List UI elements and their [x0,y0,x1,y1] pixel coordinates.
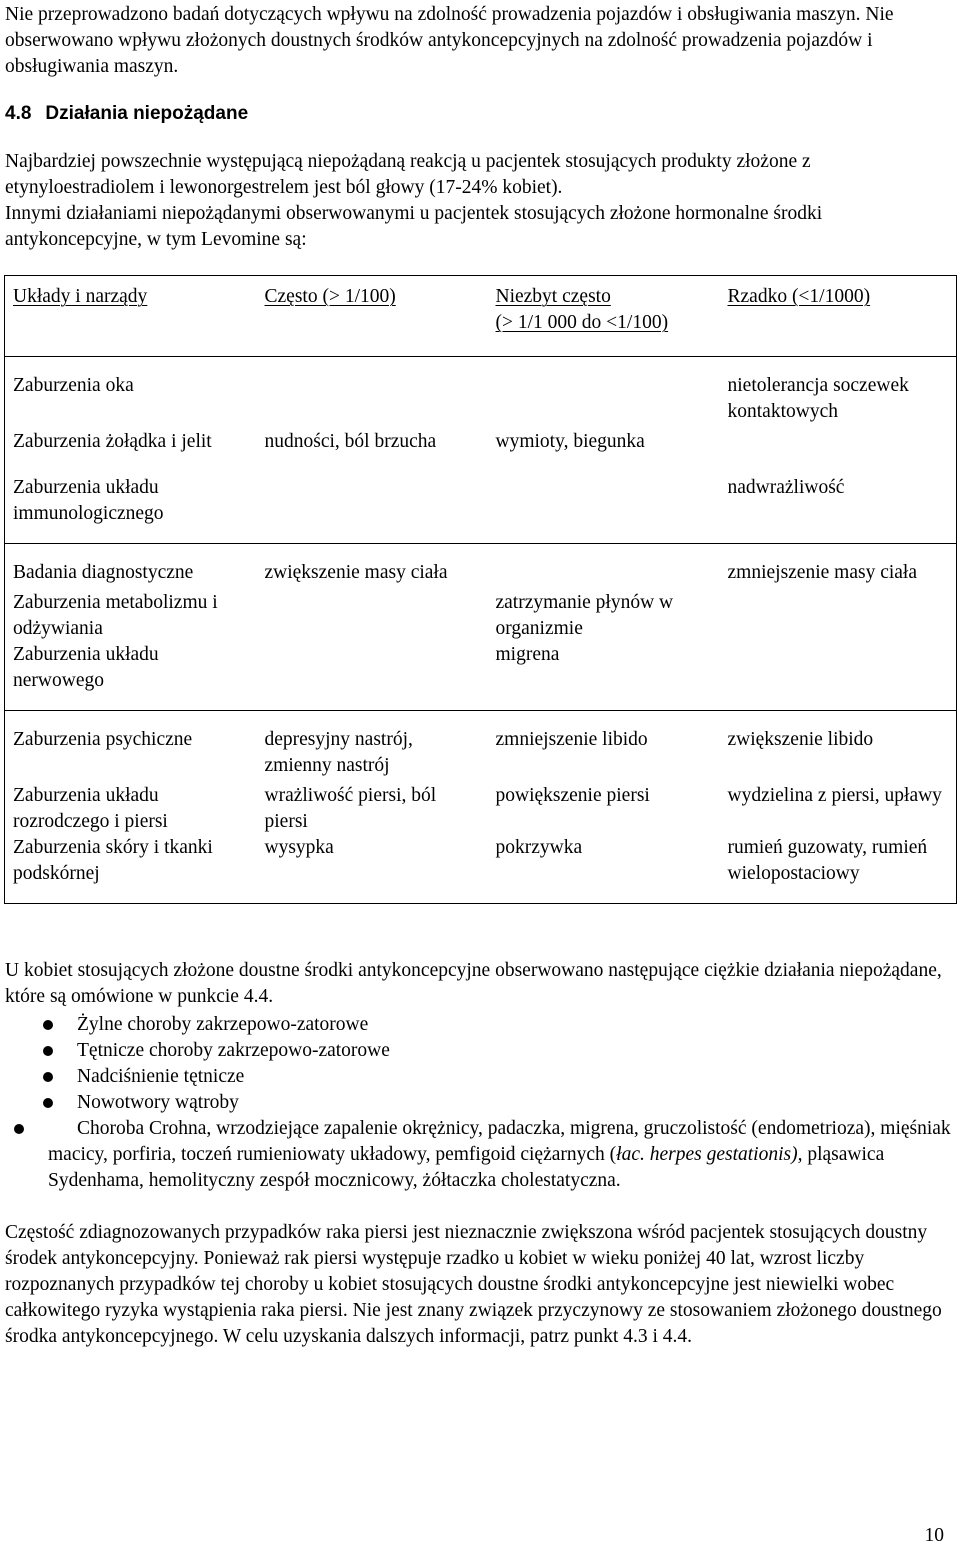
bullet-icon [14,1124,24,1134]
list-item: Choroba Crohna, wrzodziejące zapalenie okrężnicy, padaczka, migrena, gruczolistość (endometrioza), mięśniak macicy, porfiria, toczeń rumieniowaty układowy, pemfigoid ciężarnych (łac. herpes gestationis), pląsawica Sydenhama, hemolityczny zespół mocznicowy, żółtaczka cholestatyczna. [5,1116,955,1194]
cell-common: nudności, ból brzucha [264,431,437,452]
table-header-row [5,276,957,357]
document-page [5,0,955,1350]
paragraph-serious-effects: U kobiet stosujących złożone doustne środki antykoncepcyjne obserwowano następujące ciężkie działania niepożądane, które są omówione w punkcie 4.4. [5,960,942,1007]
table-row [5,642,957,711]
section-title: Działania niepożądane [45,103,249,124]
header-common: Często (> 1/100) [264,286,396,307]
paragraph-other-effects: Innymi działaniami niepożądanymi obserwowanymi u pacjentek stosujących złożone hormonalne środki antykoncepcyjne, w tym Levomine są: [5,203,823,250]
cell-organ: Zaburzenia układu rozrodczego i piersi [13,785,168,832]
table-row [5,835,957,904]
cell-common: wrażliwość piersi, ból piersi [264,785,437,832]
bullet-icon [43,1046,53,1056]
page-number: 10 [924,1525,944,1546]
table-group-1 [5,357,957,544]
list-item: Tętnicze choroby zakrzepowo-zatorowe [5,1038,955,1064]
paragraph-headache: Najbardziej powszechnie występującą niepożądaną reakcją u pacjentek stosujących produkty złożone z etynyloestradiolem i lewonorgestrelem jest ból głowy (17-24% kobiet). [5,151,811,198]
cell-common [257,590,488,642]
cell-common: wysypka [264,837,334,858]
cell-uncommon: zatrzymanie płynów w organizmie [495,592,674,639]
cell-organ: Zaburzenia żołądka i jelit [13,431,212,452]
cell-organ: Zaburzenia układu nerwowego [13,644,159,691]
list-item: Nadciśnienie tętnicze [5,1064,955,1090]
paragraph-breast-cancer: Częstość zdiagnozowanych przypadków raka piersi jest nieznacznie zwiększona wśród pacjentek stosujących doustny środek antykoncepcyjny. Ponieważ rak piersi występuje rzadko u kobiet w wieku poniżej 40 lat, wzrost liczby rozpoznanych przypadków tej choroby u kobiet stosujących doustne środki antykoncepcyjne jest niewielki wobec całkowitego ryzyka wystąpienia raka piersi. Nie jest znany związek przyczynowy ze stosowaniem złożonego doustnego środka antykoncepcyjnego. W celu uzyskania dalszych informacji, patrz punkt 4.3 i 4.4. [5,1222,942,1347]
cell-organ: Zaburzenia oka [13,375,134,396]
header-organ: Układy i narządy [13,286,148,307]
cell-uncommon: pokrzywka [495,837,583,858]
cell-common: zwiększenie masy ciała [264,562,448,583]
cell-uncommon [488,544,720,591]
cell-uncommon: wymioty, biegunka [495,431,645,452]
cell-organ: Badania diagnostyczne [13,562,194,583]
cell-organ: Zaburzenia metabolizmu i odżywiania [13,592,218,639]
cell-uncommon: migrena [495,644,560,665]
adverse-effects-table [4,275,957,904]
bullet-icon [43,1020,53,1030]
cell-rare [720,590,957,642]
cell-common [257,642,488,711]
table-row [5,357,957,430]
bullet-icon [43,1072,53,1082]
serious-effects-list [5,1012,955,1194]
table-group-3 [5,711,957,904]
cell-rare: rumień guzowaty, rumień wielopostaciowy [727,837,928,884]
cell-rare: nietolerancja soczewek kontaktowych [727,375,909,422]
header-rare: Rzadko (<1/1000) [727,286,871,307]
cell-common [257,357,488,430]
table-row [5,544,957,591]
bullet-icon [43,1098,53,1108]
table-row [5,711,957,784]
table-row [5,429,957,459]
cell-rare [720,429,957,459]
cell-rare: zmniejszenie masy ciała [727,562,917,583]
cell-common: depresyjny nastrój, zmienny nastrój [264,729,413,776]
cell-uncommon [488,459,720,544]
section-heading [5,101,955,127]
cell-uncommon [488,357,720,430]
cell-rare: wydzielina z piersi, upławy [727,785,942,806]
list-item: Nowotwory wątroby [5,1090,955,1116]
table-group-2 [5,544,957,711]
cell-common [257,459,488,544]
list-item: Żylne choroby zakrzepowo-zatorowe [5,1012,955,1038]
intro-paragraph: Nie przeprowadzono badań dotyczących wpływu na zdolność prowadzenia pojazdów i obsługiwania maszyn. Nie obserwowano wpływu złożonych doustnych środków antykoncepcyjnych na zdolność prowadzenia pojazdów i obsługiwania maszyn. [5,4,894,77]
header-uncommon: Niezbyt często (> 1/1 000 do <1/100) [495,286,669,333]
cell-organ: Zaburzenia skóry i tkanki podskórnej [13,837,213,884]
cell-organ: Zaburzenia układu immunologicznego [13,477,164,524]
cell-uncommon: powiększenie piersi [495,785,650,806]
table-row [5,783,957,835]
table-row [5,459,957,544]
table-row [5,590,957,642]
section-number: 4.8 [5,103,32,124]
cell-uncommon: zmniejszenie libido [495,729,648,750]
cell-organ: Zaburzenia psychiczne [13,729,193,750]
cell-rare: nadwrażliwość [727,477,845,498]
cell-rare: zwiększenie libido [727,729,874,750]
cell-rare [720,642,957,711]
